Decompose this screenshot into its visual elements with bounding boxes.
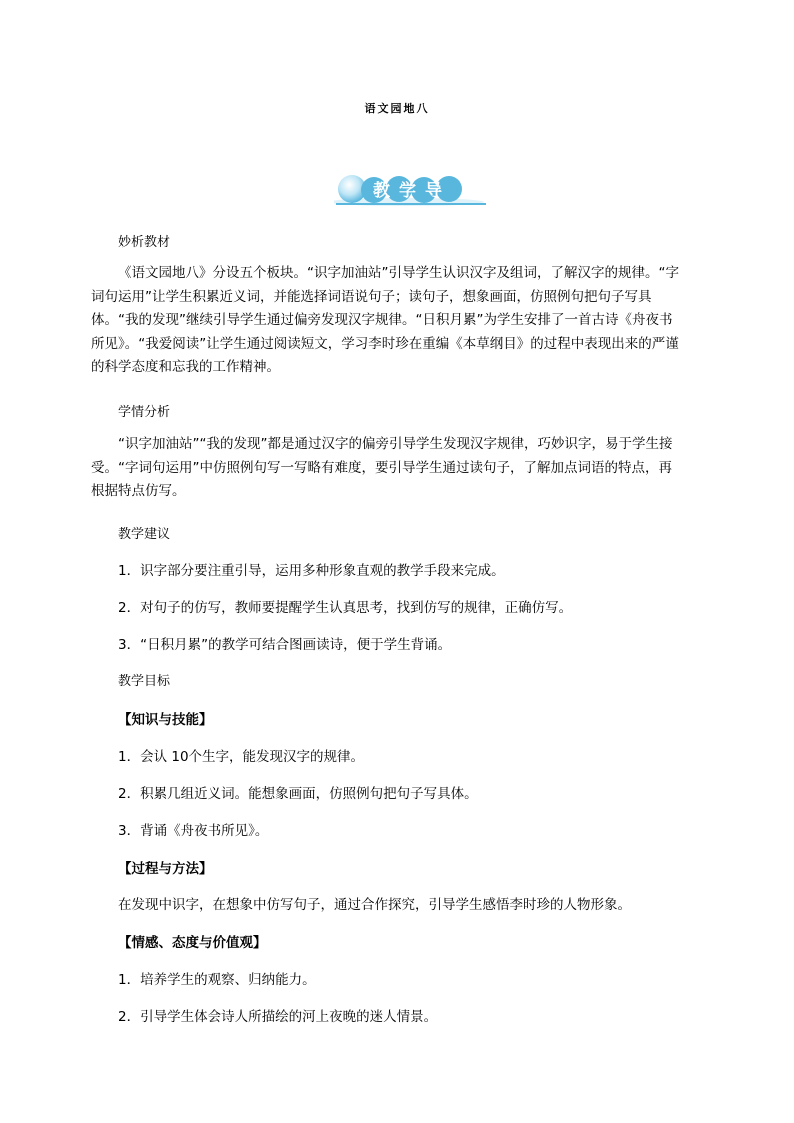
analysis-paragraph xyxy=(91,262,680,380)
knowledge-item-3: 3．背诵《舟夜书所见》。 xyxy=(118,823,269,839)
knowledge-item-1: 1．会认 10个生字，能发现汉字的规律。 xyxy=(118,749,365,765)
teaching-navigation-banner xyxy=(334,172,488,226)
emotion-title: 【情感、态度与价值观】 xyxy=(118,935,267,951)
student-paragraph xyxy=(91,433,680,504)
section-title-suggest: 教学建议 xyxy=(118,527,171,542)
section-title-goal: 教学目标 xyxy=(118,674,171,689)
process-body: 在发现中识字，在想象中仿写句子，通过合作探究，引导学生感悟李时珍的人物形象。 xyxy=(118,897,631,913)
analysis-text: 《语文园地八》分设五个板块。“识字加油站”引导学生认识汉字及组词，了解汉字的规律。“字词句运用”让学生积累近义词，并能选择词语说句子；读句子，想象画面，仿照例句把句子写具体。“我的发现”继续引导学生通过偏旁发现汉字规律。“日积月累”为学生安排了一首古诗《舟夜书所见》。“我爱阅读”让学生通过阅读短文，学习李时珍在重编《本草纲目》的过程中表现出来的严谨的科学态度和忘我的工作精神。 xyxy=(91,265,679,375)
suggest-item-3: 3．“日积月累”的教学可结合图画读诗，便于学生背诵。 xyxy=(118,637,452,653)
page-title: 语文园地八 xyxy=(364,102,430,115)
suggest-item-1: 1．识字部分要注重引导，运用多种形象直观的教学手段来完成。 xyxy=(118,563,505,579)
process-title: 【过程与方法】 xyxy=(118,861,213,877)
student-text: “识字加油站”“我的发现”都是通过汉字的偏旁引导学生发现汉字规律，巧妙识字，易于学生接受。“字词句运用”中仿照例句写一写略有难度，要引导学生通过读句子，了解加点词语的特点，再根据特点仿写。 xyxy=(91,436,673,499)
section-title-analysis: 妙析教材 xyxy=(118,235,171,250)
knowledge-title: 【知识与技能】 xyxy=(118,712,213,728)
section-title-student: 学情分析 xyxy=(118,405,171,420)
emotion-item-1: 1．培养学生的观察、归纳能力。 xyxy=(118,972,316,988)
knowledge-item-2: 2．积累几组近义词。能想象画面，仿照例句把句子写具体。 xyxy=(118,786,478,802)
emotion-item-2: 2．引导学生体会诗人所描绘的河上夜晚的迷人情景。 xyxy=(118,1009,438,1025)
banner-label: 教学导航 xyxy=(373,181,451,226)
suggest-item-2: 2．对句子的仿写，教师要提醒学生认真思考，找到仿写的规律，正确仿写。 xyxy=(118,600,573,616)
